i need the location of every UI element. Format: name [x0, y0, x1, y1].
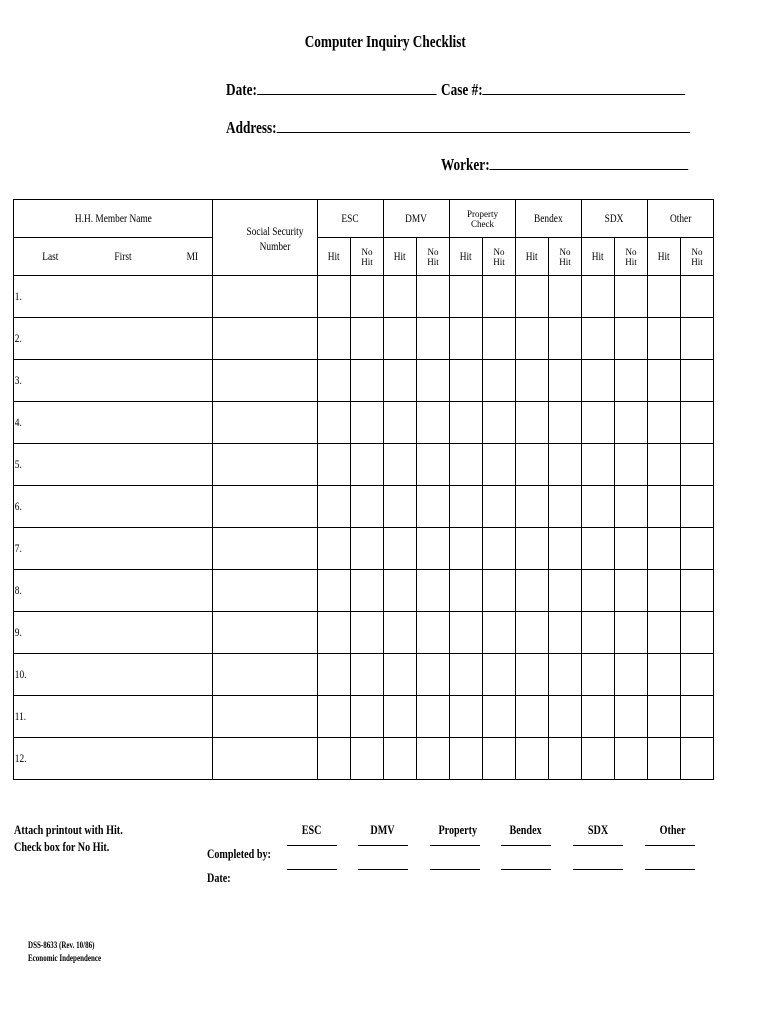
hit-checkbox-cell[interactable]	[516, 654, 549, 696]
no-hit-checkbox-cell[interactable]	[549, 444, 582, 486]
member-name-cell[interactable]	[14, 696, 213, 738]
member-name-cell[interactable]	[14, 444, 213, 486]
no-hit-checkbox-cell[interactable]	[615, 738, 648, 780]
hit-checkbox-cell[interactable]	[384, 696, 417, 738]
case-number-field[interactable]	[441, 80, 754, 100]
no-hit-checkbox-cell[interactable]	[549, 318, 582, 360]
footer-col-bendex: Bendex	[509, 822, 543, 837]
ssn-cell[interactable]	[213, 612, 318, 654]
hit-checkbox-cell[interactable]	[384, 402, 417, 444]
no-hit-checkbox-cell[interactable]	[549, 612, 582, 654]
table-row	[14, 444, 714, 486]
no-hit-checkbox-cell[interactable]	[483, 654, 516, 696]
no-hit-checkbox-cell[interactable]	[351, 654, 384, 696]
no-hit-header: No Hit	[681, 238, 714, 276]
table-row	[14, 360, 714, 402]
hit-checkbox-cell[interactable]	[582, 654, 615, 696]
ssn-cell[interactable]	[213, 570, 318, 612]
ssn-cell[interactable]	[213, 318, 318, 360]
hit-checkbox-cell[interactable]	[648, 570, 681, 612]
member-name-header: H.H. Member Name	[14, 200, 213, 238]
member-name-cell[interactable]	[14, 570, 213, 612]
footer-col-other: Other	[659, 822, 686, 837]
no-hit-checkbox-cell[interactable]	[417, 276, 450, 318]
hit-checkbox-cell[interactable]	[648, 528, 681, 570]
table-row	[14, 402, 714, 444]
no-hit-checkbox-cell[interactable]	[681, 486, 714, 528]
ssn-cell[interactable]	[213, 360, 318, 402]
date-sdx-line[interactable]	[573, 869, 623, 870]
no-hit-checkbox-cell[interactable]	[615, 486, 648, 528]
hit-checkbox-cell[interactable]	[318, 360, 351, 402]
no-hit-checkbox-cell[interactable]	[483, 612, 516, 654]
no-hit-checkbox-cell[interactable]	[351, 318, 384, 360]
no-hit-checkbox-cell[interactable]	[351, 360, 384, 402]
row-number: 4.	[14, 415, 22, 429]
table-row	[14, 612, 714, 654]
no-hit-checkbox-cell[interactable]	[615, 402, 648, 444]
no-hit-checkbox-cell[interactable]	[417, 402, 450, 444]
no-hit-checkbox-cell[interactable]	[417, 360, 450, 402]
no-hit-checkbox-cell[interactable]	[681, 696, 714, 738]
completed-by-property-line[interactable]	[430, 845, 480, 846]
hit-header: Hit	[384, 238, 417, 276]
table-row	[14, 318, 714, 360]
name-subheader	[14, 238, 213, 276]
no-hit-checkbox-cell[interactable]	[351, 402, 384, 444]
no-hit-checkbox-cell[interactable]	[417, 612, 450, 654]
date-esc-line[interactable]	[287, 869, 337, 870]
no-hit-checkbox-cell[interactable]	[351, 612, 384, 654]
hit-checkbox-cell[interactable]	[516, 444, 549, 486]
hit-checkbox-cell[interactable]	[318, 654, 351, 696]
no-hit-checkbox-cell[interactable]	[417, 654, 450, 696]
group-header-dmv: DMV	[384, 200, 450, 238]
member-name-cell[interactable]	[14, 360, 213, 402]
row-number: 9.	[14, 625, 22, 639]
department-name: Economic Independence	[28, 953, 102, 963]
ssn-cell[interactable]	[213, 402, 318, 444]
worker-label: Worker:	[441, 155, 490, 174]
hit-checkbox-cell[interactable]	[384, 360, 417, 402]
no-hit-checkbox-cell[interactable]	[549, 360, 582, 402]
row-number: 3.	[14, 373, 22, 387]
date-bendex-line[interactable]	[501, 869, 551, 870]
last-label: Last	[42, 249, 59, 263]
no-hit-checkbox-cell[interactable]	[681, 612, 714, 654]
no-hit-checkbox-cell[interactable]	[351, 696, 384, 738]
hit-checkbox-cell[interactable]	[516, 486, 549, 528]
hit-checkbox-cell[interactable]	[516, 738, 549, 780]
hit-checkbox-cell[interactable]	[582, 318, 615, 360]
hit-checkbox-cell[interactable]	[648, 654, 681, 696]
hit-checkbox-cell[interactable]	[318, 570, 351, 612]
table-row	[14, 486, 714, 528]
hit-checkbox-cell[interactable]	[648, 696, 681, 738]
hit-checkbox-cell[interactable]	[384, 654, 417, 696]
no-hit-checkbox-cell[interactable]	[549, 528, 582, 570]
no-hit-checkbox-cell[interactable]	[615, 318, 648, 360]
no-hit-checkbox-cell[interactable]	[351, 570, 384, 612]
no-hit-checkbox-cell[interactable]	[483, 360, 516, 402]
hit-checkbox-cell[interactable]	[516, 318, 549, 360]
hit-header: Hit	[450, 238, 483, 276]
hit-checkbox-cell[interactable]	[648, 486, 681, 528]
hit-checkbox-cell[interactable]	[582, 612, 615, 654]
hit-checkbox-cell[interactable]	[516, 612, 549, 654]
hit-header: Hit	[516, 238, 549, 276]
no-hit-checkbox-cell[interactable]	[549, 654, 582, 696]
hit-checkbox-cell[interactable]	[582, 402, 615, 444]
hit-checkbox-cell[interactable]	[318, 696, 351, 738]
footer-date-label: Date:	[207, 870, 231, 885]
ssn-header: Social Security Number	[213, 200, 318, 276]
no-hit-checkbox-cell[interactable]	[615, 612, 648, 654]
no-hit-checkbox-cell[interactable]	[483, 528, 516, 570]
hit-checkbox-cell[interactable]	[450, 570, 483, 612]
ssn-cell[interactable]	[213, 444, 318, 486]
row-number: 10.	[14, 667, 27, 681]
group-header-esc: ESC	[318, 200, 384, 238]
no-hit-header: No Hit	[417, 238, 450, 276]
no-hit-checkbox-cell[interactable]	[417, 570, 450, 612]
hit-checkbox-cell[interactable]	[516, 570, 549, 612]
hit-checkbox-cell[interactable]	[648, 444, 681, 486]
completed-by-dmv-line[interactable]	[358, 845, 408, 846]
hit-checkbox-cell[interactable]	[450, 696, 483, 738]
worker-field[interactable]	[441, 155, 758, 175]
hit-checkbox-cell[interactable]	[318, 486, 351, 528]
no-hit-header: No Hit	[483, 238, 516, 276]
no-hit-checkbox-cell[interactable]	[483, 402, 516, 444]
hit-checkbox-cell[interactable]	[318, 738, 351, 780]
row-number: 7.	[14, 541, 22, 555]
hit-checkbox-cell[interactable]	[384, 612, 417, 654]
no-hit-checkbox-cell[interactable]	[681, 738, 714, 780]
hit-checkbox-cell[interactable]	[648, 402, 681, 444]
member-name-cell[interactable]	[14, 528, 213, 570]
row-number: 5.	[14, 457, 22, 471]
hit-checkbox-cell[interactable]	[450, 654, 483, 696]
no-hit-checkbox-cell[interactable]	[681, 570, 714, 612]
no-hit-header: No Hit	[351, 238, 384, 276]
page-title: Computer Inquiry Checklist	[304, 32, 466, 51]
hit-checkbox-cell[interactable]	[384, 570, 417, 612]
completed-by-sdx-line[interactable]	[573, 845, 623, 846]
no-hit-checkbox-cell[interactable]	[483, 738, 516, 780]
member-name-cell[interactable]	[14, 318, 213, 360]
member-name-cell[interactable]	[14, 486, 213, 528]
group-header-bendex: Bendex	[516, 200, 582, 238]
completed-by-other-line[interactable]	[645, 845, 695, 846]
hit-checkbox-cell[interactable]	[384, 486, 417, 528]
hit-checkbox-cell[interactable]	[384, 318, 417, 360]
instruction-check: Check box for No Hit.	[14, 839, 110, 854]
hit-header: Hit	[582, 238, 615, 276]
hit-checkbox-cell[interactable]	[384, 276, 417, 318]
no-hit-checkbox-cell[interactable]	[483, 696, 516, 738]
instruction-attach: Attach printout with Hit.	[14, 822, 123, 837]
hit-checkbox-cell[interactable]	[648, 318, 681, 360]
hit-checkbox-cell[interactable]	[450, 486, 483, 528]
no-hit-checkbox-cell[interactable]	[549, 696, 582, 738]
hit-checkbox-cell[interactable]	[582, 696, 615, 738]
no-hit-checkbox-cell[interactable]	[417, 318, 450, 360]
date-field[interactable]	[226, 80, 466, 100]
table-row	[14, 738, 714, 780]
member-name-cell[interactable]	[14, 402, 213, 444]
no-hit-checkbox-cell[interactable]	[549, 486, 582, 528]
group-header-property-check: Property Check	[450, 200, 516, 238]
group-header-sdx: SDX	[582, 200, 648, 238]
hit-checkbox-cell[interactable]	[582, 570, 615, 612]
hit-checkbox-cell[interactable]	[450, 738, 483, 780]
hit-checkbox-cell[interactable]	[450, 528, 483, 570]
ssn-cell[interactable]	[213, 486, 318, 528]
hit-checkbox-cell[interactable]	[318, 444, 351, 486]
footer-col-esc: ESC	[302, 822, 322, 837]
member-name-cell[interactable]	[14, 612, 213, 654]
no-hit-checkbox-cell[interactable]	[681, 402, 714, 444]
date-label: Date:	[226, 80, 257, 99]
no-hit-checkbox-cell[interactable]	[681, 318, 714, 360]
table-row	[14, 570, 714, 612]
ssn-cell[interactable]	[213, 276, 318, 318]
no-hit-checkbox-cell[interactable]	[681, 360, 714, 402]
hit-checkbox-cell[interactable]	[450, 612, 483, 654]
hit-checkbox-cell[interactable]	[516, 276, 549, 318]
hit-checkbox-cell[interactable]	[516, 360, 549, 402]
no-hit-checkbox-cell[interactable]	[417, 486, 450, 528]
no-hit-checkbox-cell[interactable]	[681, 654, 714, 696]
no-hit-checkbox-cell[interactable]	[417, 738, 450, 780]
row-number: 1.	[14, 289, 22, 303]
hit-checkbox-cell[interactable]	[318, 612, 351, 654]
hit-checkbox-cell[interactable]	[582, 738, 615, 780]
no-hit-checkbox-cell[interactable]	[681, 528, 714, 570]
no-hit-header: No Hit	[615, 238, 648, 276]
no-hit-checkbox-cell[interactable]	[351, 486, 384, 528]
hit-checkbox-cell[interactable]	[384, 528, 417, 570]
hit-checkbox-cell[interactable]	[516, 696, 549, 738]
table-row	[14, 654, 714, 696]
hit-checkbox-cell[interactable]	[318, 528, 351, 570]
no-hit-checkbox-cell[interactable]	[549, 402, 582, 444]
hit-checkbox-cell[interactable]	[450, 276, 483, 318]
hit-checkbox-cell[interactable]	[384, 738, 417, 780]
no-hit-checkbox-cell[interactable]	[351, 738, 384, 780]
table-row	[14, 696, 714, 738]
hit-checkbox-cell[interactable]	[318, 318, 351, 360]
hit-checkbox-cell[interactable]	[582, 360, 615, 402]
date-other-line[interactable]	[645, 869, 695, 870]
hit-checkbox-cell[interactable]	[450, 318, 483, 360]
no-hit-checkbox-cell[interactable]	[417, 696, 450, 738]
member-name-cell[interactable]	[14, 738, 213, 780]
hit-checkbox-cell[interactable]	[516, 528, 549, 570]
hit-checkbox-cell[interactable]	[648, 360, 681, 402]
no-hit-checkbox-cell[interactable]	[483, 570, 516, 612]
no-hit-header: No Hit	[549, 238, 582, 276]
hit-checkbox-cell[interactable]	[450, 402, 483, 444]
hit-checkbox-cell[interactable]	[384, 444, 417, 486]
hit-checkbox-cell[interactable]	[318, 402, 351, 444]
no-hit-checkbox-cell[interactable]	[615, 276, 648, 318]
hit-checkbox-cell[interactable]	[648, 276, 681, 318]
no-hit-checkbox-cell[interactable]	[681, 444, 714, 486]
no-hit-checkbox-cell[interactable]	[417, 444, 450, 486]
completed-by-bendex-line[interactable]	[501, 845, 551, 846]
no-hit-checkbox-cell[interactable]	[681, 276, 714, 318]
ssn-cell[interactable]	[213, 696, 318, 738]
hit-header: Hit	[648, 238, 681, 276]
case-number-label: Case #:	[441, 80, 483, 99]
member-name-cell[interactable]	[14, 276, 213, 318]
hit-checkbox-cell[interactable]	[582, 444, 615, 486]
member-name-cell[interactable]	[14, 654, 213, 696]
no-hit-checkbox-cell[interactable]	[549, 738, 582, 780]
hit-header: Hit	[318, 238, 351, 276]
row-number: 11.	[14, 709, 27, 723]
no-hit-checkbox-cell[interactable]	[483, 486, 516, 528]
date-property-line[interactable]	[430, 869, 480, 870]
address-field[interactable]	[226, 118, 770, 138]
hit-checkbox-cell[interactable]	[648, 738, 681, 780]
form-number: DSS-8633 (Rev. 10/86)	[28, 940, 95, 950]
hit-checkbox-cell[interactable]	[450, 360, 483, 402]
no-hit-checkbox-cell[interactable]	[615, 444, 648, 486]
ssn-cell[interactable]	[213, 738, 318, 780]
date-dmv-line[interactable]	[358, 869, 408, 870]
row-number: 8.	[14, 583, 22, 597]
table-row	[14, 276, 714, 318]
hit-checkbox-cell[interactable]	[516, 402, 549, 444]
no-hit-checkbox-cell[interactable]	[483, 318, 516, 360]
mi-label: MI	[186, 249, 199, 263]
no-hit-checkbox-cell[interactable]	[417, 528, 450, 570]
no-hit-checkbox-cell[interactable]	[615, 528, 648, 570]
no-hit-checkbox-cell[interactable]	[351, 528, 384, 570]
hit-checkbox-cell[interactable]	[582, 528, 615, 570]
completed-by-esc-line[interactable]	[287, 845, 337, 846]
no-hit-checkbox-cell[interactable]	[615, 570, 648, 612]
address-label: Address:	[226, 118, 277, 137]
group-header-other: Other	[648, 200, 714, 238]
no-hit-checkbox-cell[interactable]	[615, 360, 648, 402]
first-label: First	[114, 249, 132, 263]
no-hit-checkbox-cell[interactable]	[549, 570, 582, 612]
footer-col-sdx: SDX	[587, 822, 609, 837]
ssn-cell[interactable]	[213, 528, 318, 570]
hit-checkbox-cell[interactable]	[582, 276, 615, 318]
ssn-cell[interactable]	[213, 654, 318, 696]
hit-checkbox-cell[interactable]	[648, 612, 681, 654]
row-number: 2.	[14, 331, 22, 345]
table-row	[14, 528, 714, 570]
footer-col-dmv: DMV	[370, 822, 396, 837]
no-hit-checkbox-cell[interactable]	[483, 276, 516, 318]
inquiry-table	[13, 199, 714, 780]
footer-col-property: Property	[438, 822, 477, 837]
row-number: 6.	[14, 499, 22, 513]
no-hit-checkbox-cell[interactable]	[615, 654, 648, 696]
hit-checkbox-cell[interactable]	[450, 444, 483, 486]
no-hit-checkbox-cell[interactable]	[351, 444, 384, 486]
row-number: 12.	[14, 751, 27, 765]
completed-by-label: Completed by:	[207, 846, 271, 861]
no-hit-checkbox-cell[interactable]	[483, 444, 516, 486]
hit-checkbox-cell[interactable]	[318, 276, 351, 318]
no-hit-checkbox-cell[interactable]	[549, 276, 582, 318]
no-hit-checkbox-cell[interactable]	[351, 276, 384, 318]
no-hit-checkbox-cell[interactable]	[615, 696, 648, 738]
hit-checkbox-cell[interactable]	[582, 486, 615, 528]
